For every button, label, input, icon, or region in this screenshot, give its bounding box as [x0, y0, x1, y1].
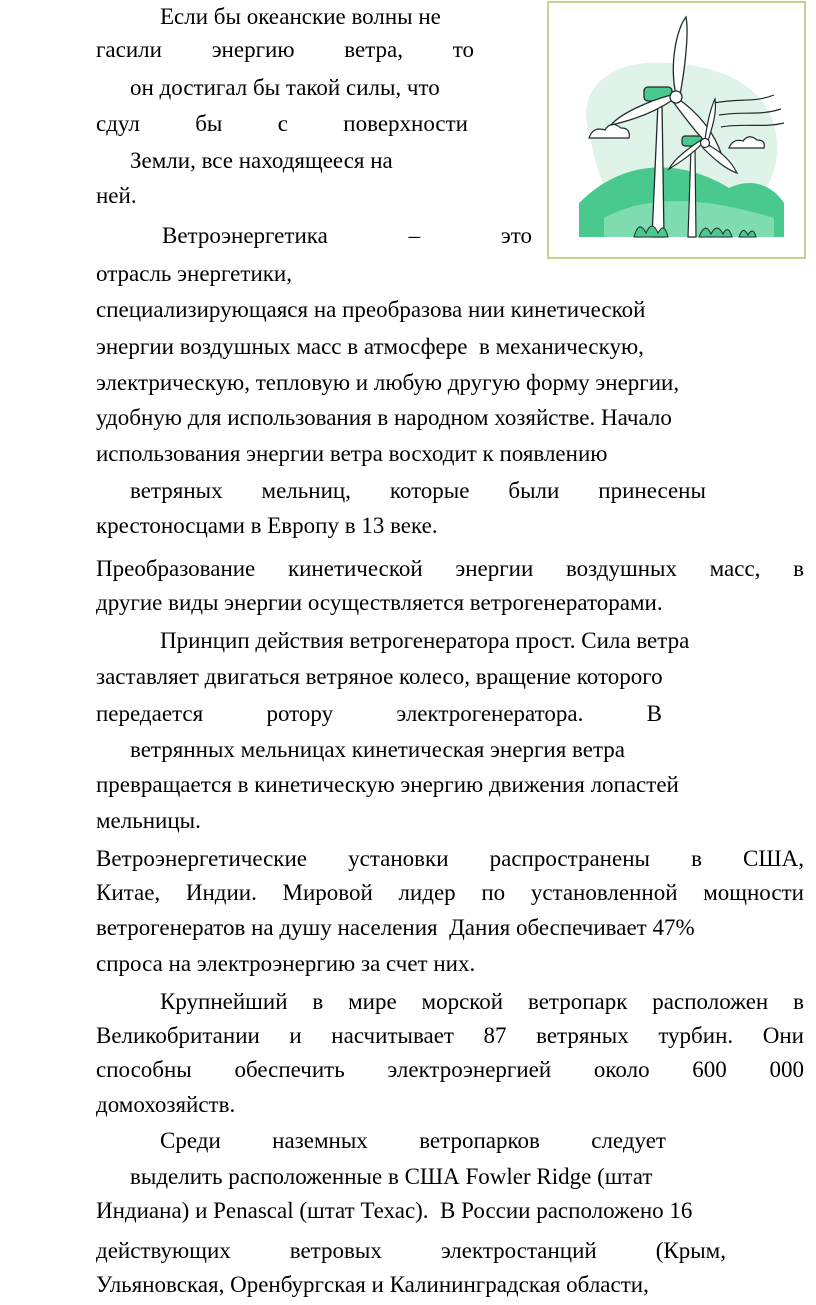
word: ветряных: [130, 478, 223, 503]
paragraph-line: [160, 1127, 666, 1155]
paragraph-line: удобную для использования в народном хозяйстве. Начало: [96, 405, 672, 430]
paragraph-line: [162, 222, 532, 250]
word: наземных: [272, 1128, 368, 1153]
paragraph-line: крестоносцами в Европу в 13 веке.: [96, 513, 438, 538]
word: электростанций: [440, 1238, 597, 1263]
word: ротору: [266, 701, 334, 726]
word: США,: [743, 846, 804, 871]
word: лидер: [398, 880, 456, 905]
paragraph-line: спроса на электроэнергию за счет них.: [96, 951, 476, 976]
word: морской: [421, 989, 504, 1014]
word: с: [277, 111, 288, 136]
word: Они: [762, 1023, 804, 1048]
word: по: [481, 880, 506, 905]
paragraph-line: он достигал бы такой силы, что: [130, 75, 440, 100]
paragraph-line: отрасль энергетики,: [96, 261, 292, 286]
paragraph-line: Земли, все находящееся на: [130, 148, 393, 173]
word: В: [646, 701, 662, 726]
word: ветропарк: [527, 989, 628, 1014]
paragraph-line: выделить расположенные в США Fowler Ridge (штат: [130, 1164, 653, 1189]
paragraph-line: электрическую, тепловую и любую другую форму энергии,: [96, 370, 680, 395]
word: насчитывает: [331, 1023, 454, 1048]
word: масс,: [709, 556, 761, 581]
word: мире: [348, 989, 397, 1014]
word: турбин.: [658, 1023, 734, 1048]
paragraph-line: ветрогенератов на душу населения Дания обеспечивает 47%: [96, 915, 695, 940]
word: воздушных: [565, 556, 677, 581]
paragraph-line: Ульяновская, Оренбургская и Калининградская области,: [96, 1272, 649, 1297]
word: 000: [769, 1057, 804, 1082]
paragraph-line: [130, 477, 706, 505]
paragraph-line: энергии воздушных масс в атмосфере в механическую,: [96, 334, 644, 359]
paragraph-line: [96, 555, 804, 583]
word: (Крым,: [655, 1238, 726, 1263]
word: в: [793, 989, 804, 1014]
word: Великобритании: [96, 1023, 260, 1048]
wind-turbine-icon: [549, 3, 804, 257]
word: бы: [195, 111, 223, 136]
word: Крупнейший: [160, 989, 288, 1014]
paragraph-line: специализирующаяся на преобразова нии кинетической: [96, 297, 646, 322]
paragraph-line: мельницы.: [96, 808, 201, 833]
paragraph-line: [96, 1237, 726, 1265]
word: поверхности: [343, 111, 468, 136]
paragraph-line: [96, 700, 662, 728]
paragraph-line: Индиана) и Penascal (штат Техас). В России расположено 16: [96, 1198, 693, 1223]
word: –: [408, 223, 421, 248]
paragraph-line: [96, 110, 468, 138]
word: электроэнергией: [387, 1057, 552, 1082]
word: Мировой: [282, 880, 373, 905]
word: в: [312, 989, 324, 1014]
paragraph-line: использования энергии ветра восходит к появлению: [96, 441, 608, 466]
paragraph-line: другие виды энергии осуществляется ветрогенераторами.: [96, 590, 663, 615]
paragraph-line: Если бы океанские волны не: [160, 4, 441, 29]
word: то: [452, 37, 474, 62]
word: 87: [483, 1023, 507, 1048]
word: мельниц,: [261, 478, 351, 503]
paragraph-line: [96, 879, 804, 907]
word: Ветроэнергетика: [162, 223, 328, 248]
word: ветропарков: [419, 1128, 540, 1153]
word: были: [508, 478, 560, 503]
word: ветряных: [536, 1023, 629, 1048]
word: Китае,: [96, 880, 161, 905]
word: Ветроэнергетические: [96, 846, 307, 871]
word: кинетической: [287, 556, 423, 581]
word: гасили: [96, 37, 162, 62]
word: около: [593, 1057, 650, 1082]
word: энергии: [455, 556, 534, 581]
word: в: [691, 846, 702, 871]
word: электрогенератора.: [396, 701, 584, 726]
word: энергию: [211, 37, 295, 62]
word: ветра,: [344, 37, 403, 62]
word: способны: [96, 1057, 192, 1082]
word: мощности: [703, 880, 804, 905]
paragraph-line: [96, 36, 474, 64]
paragraph-line: [96, 1056, 804, 1084]
wind-turbines-illustration: [547, 1, 806, 259]
word: Преобразование: [96, 556, 256, 581]
word: сдул: [96, 111, 140, 136]
word: обеспечить: [234, 1057, 345, 1082]
word: следует: [591, 1128, 666, 1153]
word: установленной: [530, 880, 678, 905]
word: действующих: [96, 1238, 231, 1263]
paragraph-line: [96, 845, 804, 873]
word: ветровых: [289, 1238, 382, 1263]
paragraph-line: [96, 1022, 804, 1050]
word: это: [500, 223, 532, 248]
word: принесены: [598, 478, 706, 503]
paragraph-line: [160, 988, 804, 1016]
paragraph-line: ней.: [96, 183, 137, 208]
word: 600: [692, 1057, 727, 1082]
paragraph-line: превращается в кинетическую энергию движения лопастей: [96, 772, 679, 797]
word: и: [289, 1023, 302, 1048]
word: распространены: [489, 846, 650, 871]
paragraph-line: ветрянных мельницах кинетическая энергия ветра: [130, 737, 625, 762]
paragraph-line: домохозяйств.: [96, 1092, 236, 1117]
word: передается: [96, 701, 204, 726]
word: установки: [348, 846, 449, 871]
word: которые: [389, 478, 470, 503]
word: расположен: [652, 989, 769, 1014]
word: в: [793, 556, 804, 581]
word: Среди: [160, 1128, 221, 1153]
paragraph-line: заставляет двигаться ветряное колесо, вращение которого: [96, 664, 663, 689]
word: Индии.: [185, 880, 257, 905]
paragraph-line: Принцип действия ветрогенератора прост. Сила ветра: [160, 628, 690, 653]
